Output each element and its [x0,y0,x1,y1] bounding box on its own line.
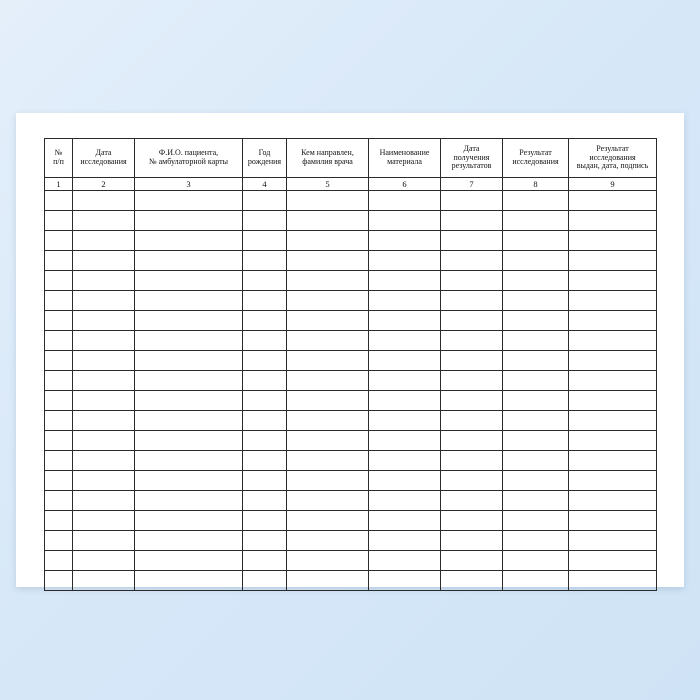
table-row[interactable] [45,491,657,511]
column-header-9 [569,139,657,178]
column-number-4: 4 [243,178,287,191]
table-cell-col-1[interactable] [45,311,73,331]
column-header-3-line-1: Ф.И.О. пациента, [158,148,219,158]
table-row[interactable] [45,331,657,351]
table-cell-col-5[interactable] [287,471,369,491]
table-cell-col-1[interactable] [45,191,73,211]
column-number-9: 9 [569,178,657,191]
table-cell-col-1[interactable] [45,391,73,411]
table-cell-col-6[interactable] [369,551,441,571]
table-cell-col-3[interactable] [135,531,243,551]
table-cell-col-3[interactable] [135,271,243,291]
table-cell-col-8[interactable] [503,271,569,291]
table-cell-col-9[interactable] [569,311,657,331]
table-cell-col-3[interactable] [135,231,243,251]
table-cell-col-4[interactable] [243,271,287,291]
table-cell-col-5[interactable] [287,331,369,351]
table-cell-col-4[interactable] [243,491,287,511]
table-cell-col-8[interactable] [503,491,569,511]
table-cell-col-1[interactable] [45,251,73,271]
table-cell-col-7[interactable] [441,251,503,271]
table-cell-col-8[interactable] [503,211,569,231]
table-cell-col-4[interactable] [243,371,287,391]
header-row [45,139,657,178]
table-cell-col-7[interactable] [441,511,503,531]
table-cell-col-7[interactable] [441,311,503,331]
table-cell-col-7[interactable] [441,291,503,311]
table-cell-col-4[interactable] [243,431,287,451]
table-cell-col-7[interactable] [441,271,503,291]
table-cell-col-9[interactable] [569,551,657,571]
column-header-5 [287,139,369,178]
table-cell-col-7[interactable] [441,231,503,251]
table-row[interactable] [45,191,657,211]
table-cell-col-9[interactable] [569,571,657,591]
table-cell-col-4[interactable] [243,471,287,491]
table-cell-col-6[interactable] [369,351,441,371]
column-header-7-line-2: получения [453,152,490,162]
column-header-4-line-2: рождения [247,157,282,166]
table-cell-col-1[interactable] [45,331,73,351]
column-header-3-line-2: № амбулаторной карты [148,157,229,166]
table-cell-col-8[interactable] [503,431,569,451]
table-cell-col-2[interactable] [73,511,135,531]
table-cell-col-8[interactable] [503,551,569,571]
table-row[interactable] [45,211,657,231]
table-cell-col-7[interactable] [441,491,503,511]
column-number-row [45,178,657,191]
paper-sheet [16,113,684,587]
table-cell-col-7[interactable] [441,411,503,431]
column-header-2 [73,139,135,178]
table-cell-col-6[interactable] [369,391,441,411]
table-cell-col-4[interactable] [243,291,287,311]
table-cell-col-9[interactable] [569,531,657,551]
column-header-7-line-1: Дата [463,143,480,153]
table-cell-col-6[interactable] [369,271,441,291]
table-cell-col-9[interactable] [569,251,657,271]
table-row[interactable] [45,311,657,331]
table-cell-col-9[interactable] [569,291,657,311]
table-cell-col-8[interactable] [503,391,569,411]
table-cell-col-3[interactable] [135,411,243,431]
table-cell-col-1[interactable] [45,571,73,591]
table-cell-col-1[interactable] [45,531,73,551]
table-cell-col-2[interactable] [73,451,135,471]
table-cell-col-9[interactable] [569,391,657,411]
table-cell-col-7[interactable] [441,431,503,451]
table-cell-col-5[interactable] [287,251,369,271]
table-cell-col-5[interactable] [287,391,369,411]
table-cell-col-7[interactable] [441,371,503,391]
table-cell-col-5[interactable] [287,211,369,231]
table-cell-col-4[interactable] [243,311,287,331]
table-row[interactable] [45,531,657,551]
table-cell-col-5[interactable] [287,371,369,391]
table-cell-col-7[interactable] [441,391,503,411]
table-cell-col-4[interactable] [243,211,287,231]
table-cell-col-2[interactable] [73,211,135,231]
table-cell-col-2[interactable] [73,351,135,371]
table-cell-col-2[interactable] [73,551,135,571]
column-header-8-line-2: исследования [512,157,559,166]
table-cell-col-6[interactable] [369,211,441,231]
column-header-9-line-2: исследования [589,152,636,162]
table-cell-col-3[interactable] [135,391,243,411]
table-cell-col-8[interactable] [503,451,569,471]
column-header-5-line-1: Кем направлен, [301,148,354,158]
column-number-2: 2 [73,178,135,191]
column-header-6 [369,139,441,178]
table-cell-col-2[interactable] [73,371,135,391]
column-header-3 [135,139,243,178]
table-cell-col-1[interactable] [45,371,73,391]
table-cell-col-3[interactable] [135,291,243,311]
table-cell-col-9[interactable] [569,351,657,371]
table-cell-col-1[interactable] [45,471,73,491]
table-cell-col-1[interactable] [45,451,73,471]
table-cell-col-9[interactable] [569,491,657,511]
table-cell-col-3[interactable] [135,511,243,531]
table-cell-col-3[interactable] [135,431,243,451]
table-cell-col-4[interactable] [243,451,287,471]
table-cell-col-4[interactable] [243,231,287,251]
table-cell-col-3[interactable] [135,191,243,211]
table-cell-col-7[interactable] [441,451,503,471]
table-cell-col-6[interactable] [369,191,441,211]
table-row[interactable] [45,271,657,291]
table-cell-col-8[interactable] [503,251,569,271]
column-header-2-line-1: Дата [95,148,112,158]
table-cell-col-4[interactable] [243,551,287,571]
table-cell-col-5[interactable] [287,191,369,211]
table-cell-col-2[interactable] [73,571,135,591]
table-cell-col-8[interactable] [503,351,569,371]
table-cell-col-2[interactable] [73,271,135,291]
table-cell-col-4[interactable] [243,511,287,531]
table-cell-col-6[interactable] [369,331,441,351]
table-cell-col-4[interactable] [243,331,287,351]
table-cell-col-8[interactable] [503,371,569,391]
table-cell-col-5[interactable] [287,531,369,551]
table-cell-col-1[interactable] [45,271,73,291]
table-row[interactable] [45,451,657,471]
column-header-6-line-1: Наименование [379,148,430,158]
table-cell-col-8[interactable] [503,331,569,351]
table-cell-col-7[interactable] [441,331,503,351]
table-cell-col-3[interactable] [135,371,243,391]
table-cell-col-2[interactable] [73,411,135,431]
table-cell-col-9[interactable] [569,271,657,291]
table-cell-col-9[interactable] [569,471,657,491]
column-header-9-line-3: выдан, дата, подпись [576,161,649,171]
table-cell-col-8[interactable] [503,511,569,531]
table-cell-col-5[interactable] [287,431,369,451]
table-row[interactable] [45,551,657,571]
table-row[interactable] [45,371,657,391]
table-cell-col-2[interactable] [73,291,135,311]
table-cell-col-9[interactable] [569,411,657,431]
table-cell-col-2[interactable] [73,311,135,331]
table-cell-col-3[interactable] [135,211,243,231]
table-cell-col-6[interactable] [369,571,441,591]
table-cell-col-6[interactable] [369,411,441,431]
table-cell-col-8[interactable] [503,471,569,491]
table-cell-col-8[interactable] [503,231,569,251]
table-cell-col-1[interactable] [45,491,73,511]
table-cell-col-1[interactable] [45,551,73,571]
table-cell-col-8[interactable] [503,311,569,331]
table-cell-col-5[interactable] [287,411,369,431]
table-cell-col-8[interactable] [503,571,569,591]
table-cell-col-3[interactable] [135,351,243,371]
table-row[interactable] [45,411,657,431]
table-cell-col-4[interactable] [243,251,287,271]
table-row[interactable] [45,511,657,531]
table-cell-col-1[interactable] [45,411,73,431]
table-cell-col-2[interactable] [73,491,135,511]
table-cell-col-8[interactable] [503,191,569,211]
table-head [45,139,657,191]
table-cell-col-6[interactable] [369,311,441,331]
table-cell-col-7[interactable] [441,471,503,491]
table-cell-col-5[interactable] [287,271,369,291]
table-cell-col-8[interactable] [503,531,569,551]
table-cell-col-4[interactable] [243,391,287,411]
table-cell-col-9[interactable] [569,331,657,351]
table-cell-col-3[interactable] [135,491,243,511]
table-row[interactable] [45,571,657,591]
column-number-8: 8 [503,178,569,191]
table-cell-col-4[interactable] [243,531,287,551]
table-cell-col-2[interactable] [73,251,135,271]
column-number-3: 3 [135,178,243,191]
table-cell-col-2[interactable] [73,191,135,211]
table-cell-col-9[interactable] [569,371,657,391]
table-cell-col-5[interactable] [287,351,369,371]
table-cell-col-3[interactable] [135,571,243,591]
table-cell-col-6[interactable] [369,231,441,251]
column-header-8-line-1: Результат [519,148,552,158]
column-header-8 [503,139,569,178]
table-cell-col-7[interactable] [441,531,503,551]
table-cell-col-7[interactable] [441,351,503,371]
table-cell-col-3[interactable] [135,251,243,271]
table-cell-col-2[interactable] [73,431,135,451]
table-cell-col-4[interactable] [243,571,287,591]
table-cell-col-5[interactable] [287,291,369,311]
column-header-1-line-2: п/п [53,157,64,166]
table-row[interactable] [45,291,657,311]
column-header-4-line-1: Год [258,148,271,158]
table-cell-col-4[interactable] [243,351,287,371]
table-cell-col-6[interactable] [369,431,441,451]
table-row[interactable] [45,391,657,411]
column-header-7 [441,139,503,178]
table-row[interactable] [45,251,657,271]
table-cell-col-1[interactable] [45,431,73,451]
column-header-1-line-1: № [54,148,63,158]
table-cell-col-1[interactable] [45,211,73,231]
table-cell-col-6[interactable] [369,471,441,491]
table-cell-col-6[interactable] [369,251,441,271]
table-cell-col-9[interactable] [569,231,657,251]
table-cell-col-1[interactable] [45,291,73,311]
table-cell-col-4[interactable] [243,191,287,211]
column-header-2-line-2: исследования [80,157,127,166]
column-header-9-line-1: Результат [596,143,629,153]
table-cell-col-5[interactable] [287,311,369,331]
table-cell-col-2[interactable] [73,531,135,551]
table-cell-col-6[interactable] [369,451,441,471]
table-cell-col-6[interactable] [369,511,441,531]
table-cell-col-7[interactable] [441,551,503,571]
table-cell-col-3[interactable] [135,331,243,351]
table-cell-col-9[interactable] [569,511,657,531]
table-cell-col-1[interactable] [45,231,73,251]
table-cell-col-9[interactable] [569,431,657,451]
table-row[interactable] [45,351,657,371]
table-cell-col-8[interactable] [503,411,569,431]
column-header-7-line-3: результатов [451,161,492,171]
table-cell-col-7[interactable] [441,571,503,591]
table-cell-col-7[interactable] [441,191,503,211]
table-cell-col-6[interactable] [369,491,441,511]
column-header-1 [45,139,73,178]
table-body [45,191,657,591]
table-row[interactable] [45,431,657,451]
table-cell-col-2[interactable] [73,471,135,491]
table-cell-col-7[interactable] [441,211,503,231]
table-cell-col-8[interactable] [503,291,569,311]
column-header-6-line-2: материала [387,157,422,166]
table-cell-col-5[interactable] [287,571,369,591]
table-cell-col-3[interactable] [135,311,243,331]
table-cell-col-4[interactable] [243,411,287,431]
table-cell-col-2[interactable] [73,231,135,251]
table-cell-col-5[interactable] [287,491,369,511]
table-cell-col-9[interactable] [569,211,657,231]
journal-table-container [44,138,656,591]
table-cell-col-6[interactable] [369,291,441,311]
column-number-1: 1 [45,178,73,191]
table-cell-col-3[interactable] [135,471,243,491]
table-cell-col-5[interactable] [287,451,369,471]
column-header-4 [243,139,287,178]
table-cell-col-3[interactable] [135,451,243,471]
table-cell-col-5[interactable] [287,551,369,571]
journal-table [44,138,657,591]
column-number-5: 5 [287,178,369,191]
table-row[interactable] [45,231,657,251]
table-cell-col-1[interactable] [45,511,73,531]
table-cell-col-6[interactable] [369,371,441,391]
table-cell-col-9[interactable] [569,191,657,211]
column-number-7: 7 [441,178,503,191]
table-cell-col-9[interactable] [569,451,657,471]
table-cell-col-2[interactable] [73,391,135,411]
column-header-5-line-2: фамилия врача [302,157,353,166]
table-cell-col-2[interactable] [73,331,135,351]
column-number-6: 6 [369,178,441,191]
table-cell-col-5[interactable] [287,511,369,531]
table-cell-col-1[interactable] [45,351,73,371]
table-cell-col-5[interactable] [287,231,369,251]
table-cell-col-6[interactable] [369,531,441,551]
table-cell-col-3[interactable] [135,551,243,571]
table-row[interactable] [45,471,657,491]
